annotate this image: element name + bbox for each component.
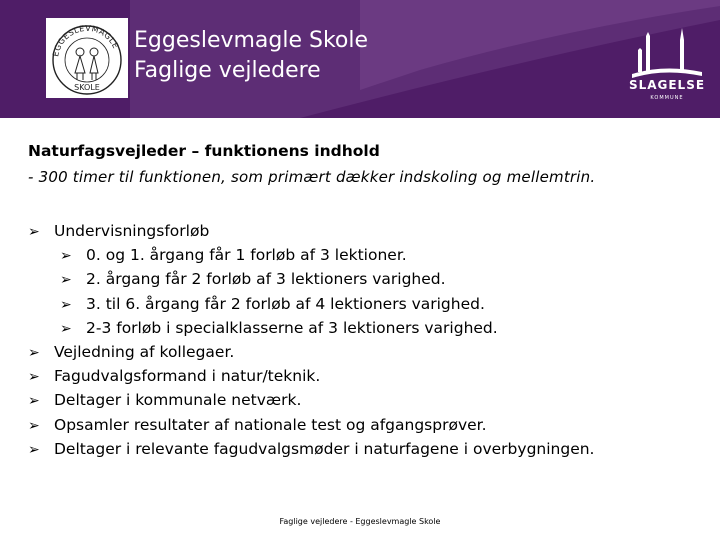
school-logo: [46, 18, 128, 98]
bullet-text: Deltager i kommunale netværk.: [54, 391, 302, 410]
bullet-item: [28, 340, 595, 364]
bullet-text: Opsamler resultater af nationale test og afgangsprøver.: [54, 415, 487, 434]
arrow-bullet-icon: ➢: [28, 344, 40, 361]
bullet-item: [28, 316, 595, 340]
bullet-list: [28, 219, 595, 461]
kommune-sub: KOMMUNE: [650, 95, 684, 101]
slide-header: [0, 0, 720, 118]
title-subtitle: Faglige vejledere: [134, 58, 321, 83]
bullet-item: [28, 267, 595, 291]
bullet-text: 2-3 forløb i specialklasserne af 3 lektioners varighed.: [86, 318, 498, 337]
bullet-item: [28, 219, 595, 243]
arrow-bullet-icon: ➢: [28, 441, 40, 458]
svg-text:EGGESLEVMAGLE: EGGESLEVMAGLE: [51, 23, 121, 58]
bullet-text: Deltager i relevante fagudvalgsmøder i naturfagene i overbygningen.: [54, 439, 595, 458]
bullet-item: [28, 388, 595, 412]
bullet-item: [28, 413, 595, 437]
arrow-bullet-icon: ➢: [60, 320, 72, 337]
kommune-name: SLAGELSE: [628, 78, 706, 92]
title-school-name: Eggeslevmagle Skole: [134, 28, 369, 53]
arrow-bullet-icon: ➢: [28, 369, 40, 386]
arrow-bullet-icon: ➢: [28, 393, 40, 410]
bullet-item: [28, 437, 595, 461]
bullet-text: 3. til 6. årgang får 2 forløb af 4 lektioners varighed.: [86, 294, 485, 313]
bullet-text: Undervisningsforløb: [54, 222, 210, 240]
arrow-bullet-icon: ➢: [60, 272, 72, 289]
bullet-text: 0. og 1. årgang får 1 forløb af 3 lektioner.: [86, 246, 407, 265]
bullet-text: Vejledning af kollegaer.: [54, 342, 235, 361]
arrow-bullet-icon: ➢: [28, 417, 40, 434]
content-heading: Naturfagsvejleder – funktionens indhold: [28, 142, 380, 160]
slide-title: [134, 26, 368, 86]
arrow-bullet-icon: ➢: [60, 248, 72, 265]
arrow-bullet-icon: ➢: [28, 224, 40, 240]
bullet-item: [28, 364, 595, 388]
bullet-item: [28, 243, 595, 267]
svg-text:SKOLE: SKOLE: [74, 83, 100, 92]
bullet-text: Fagudvalgsformand i natur/teknik.: [54, 367, 321, 386]
arrow-bullet-icon: ➢: [60, 296, 72, 313]
bullet-text: 2. årgang får 2 forløb af 3 lektioners varighed.: [86, 270, 446, 289]
slide-footer: Faglige vejledere - Eggeslevmagle Skole: [279, 517, 441, 526]
content-subheading: - 300 timer til funktionen, som primært dækker indskoling og mellemtrin.: [28, 168, 596, 186]
bullet-item: [28, 292, 595, 316]
